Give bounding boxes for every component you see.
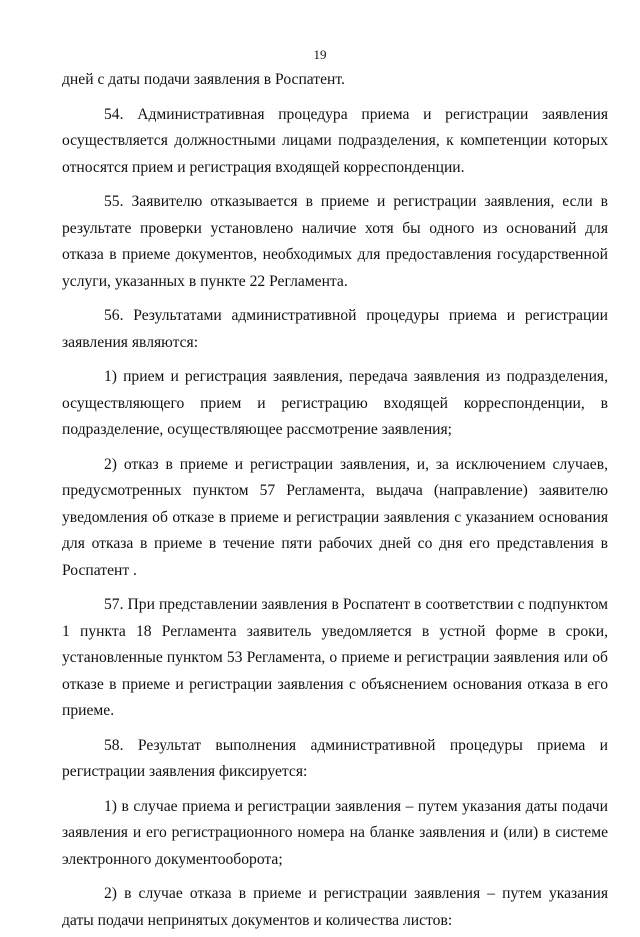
page-number: 19 bbox=[313, 47, 327, 62]
paragraph-57: 57. При представлении заявления в Роспатент в соответствии с подпунктом 1 пункта 18 Регламента заявитель уведомляется в устной форме в сроки, установленные пунктом 53 Регламента, о приеме и регистрации заявления или об отказе в приеме и регистрации заявления с объяснением основания отказа в его приеме. bbox=[62, 596, 608, 719]
paragraph-continuation: дней с даты подачи заявления в Роспатент. bbox=[62, 71, 345, 88]
paragraph-58: 58. Результат выполнения административной процедуры приема и регистрации заявления фиксируется: bbox=[62, 736, 608, 780]
paragraph-54: 54. Административная процедура приема и регистрации заявления осуществляется должностными лицами подразделения, к компетенции которых относятся прием и регистрация входящей корреспонденции. bbox=[62, 105, 608, 176]
paragraph-55: 55. Заявителю отказывается в приеме и регистрации заявления, если в результате проверки установлено наличие хотя бы одного из оснований для отказа в приеме документов, необходимых для предоставления государственной услуги, указанных в пункте 22 Регламента. bbox=[62, 193, 608, 290]
paragraph-56-item-2: 2) отказ в приеме и регистрации заявления, и, за исключением случаев, предусмотренных пунктом 57 Регламента, выдача (направление) заявителю уведомления об отказе в приеме и регистрации заявления с указанием основания для отказа в приеме в течение пяти рабочих дней со дня его представления в Роспатент . bbox=[62, 455, 608, 579]
paragraph-58-item-2: 2) в случае отказа в приеме и регистрации заявления – путем указания даты подачи непринятых документов и количества листов: bbox=[62, 885, 608, 929]
paragraph-56-item-1: 1) прием и регистрация заявления, передача заявления из подразделения, осуществляющего прием и регистрацию входящей корреспонденции, в подразделение, осуществляющее рассмотрение заявления; bbox=[62, 368, 608, 438]
document-body bbox=[62, 67, 608, 937]
paragraph-56: 56. Результатами административной процедуры приема и регистрации заявления являются: bbox=[62, 307, 608, 351]
paragraph-58-item-1: 1) в случае приема и регистрации заявления – путем указания даты подачи заявления и его регистрационного номера на бланке заявления и (или) в системе электронного документооборота; bbox=[62, 797, 608, 868]
